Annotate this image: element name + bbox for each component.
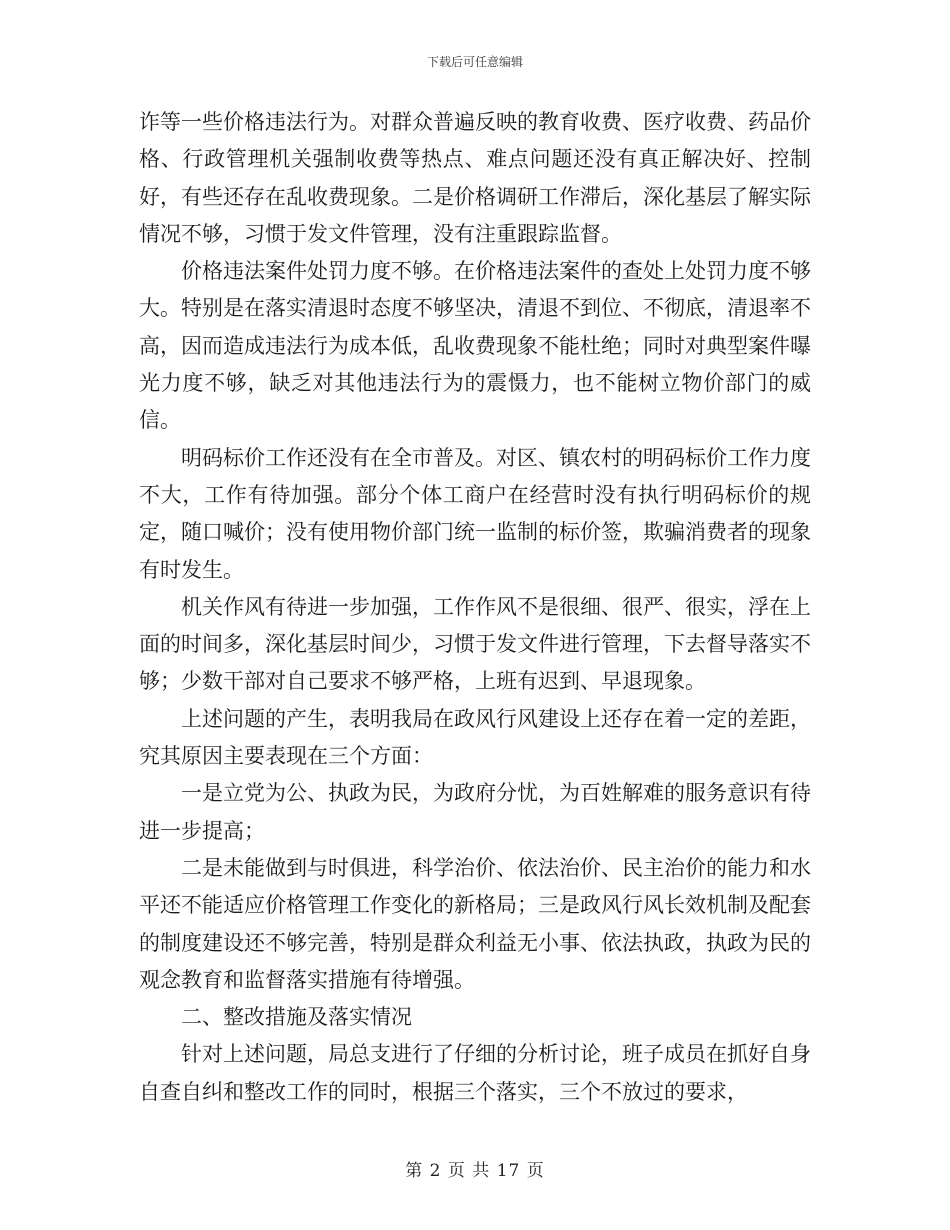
paragraph-6: 一是立党为公、执政为民，为政府分忧，为百姓解难的服务意识有待进一步提高； (139, 781, 811, 843)
page-header: 下载后可任意编辑 (426, 55, 523, 69)
page-number-footer: 第 2 页 共 17 页 (405, 1161, 545, 1181)
paragraph-7: 二是未能做到与时俱进，科学治价、依法治价、民主治价的能力和水平还不能适应价格管理工作变化的新格局；三是政风行风长效机制及配套的制度建设还不够完善，特别是群众利益无小事、依法执政，执政为民的观念教育和监督落实措施有待增强。 (139, 855, 811, 992)
paragraph-1: 诈等一些价格违法行为。对群众普遍反映的教育收费、医疗收费、药品价格、行政管理机关强制收费等热点、难点问题还没有真正解决好、控制好，有些还存在乱收费现象。二是价格调研工作滞后，深化基层了解实际情况不够，习惯于发文件管理，没有注重跟踪监督。 (139, 110, 811, 246)
section-heading: 二、整改措施及落实情况 (181, 1005, 412, 1030)
paragraph-2: 价格违法案件处罚力度不够。在价格违法案件的查处上处罚力度不够大。特别是在落实清退时态度不够坚决，清退不到位、不彻底，清退率不高，因而造成违法行为成本低，乱收费现象不能杜绝；同时对典型案件曝光力度不够，缺乏对其他违法行为的震慑力，也不能树立物价部门的威信。 (139, 259, 811, 433)
paragraph-3: 明码标价工作还没有在全市普及。对区、镇农村的明码标价工作力度不大，工作有待加强。部分个体工商户在经营时没有执行明码标价的规定，随口喊价；没有使用物价部门统一监制的标价签，欺骗消费者的现象有时发生。 (139, 445, 811, 582)
paragraph-8: 针对上述问题，局总支进行了仔细的分析讨论，班子成员在抓好自身自查自纠和整改工作的同时，根据三个落实，三个不放过的要求， (139, 1042, 811, 1104)
document-body (139, 104, 811, 1111)
paragraph-4: 机关作风有待进一步加强，工作作风不是很细、很严、很实，浮在上面的时间多，深化基层时间少，习惯于发文件进行管理，下去督导落实不够；少数干部对自己要求不够严格，上班有迟到、早退现象。 (139, 594, 811, 694)
paragraph-5: 上述问题的产生，表明我局在政风行风建设上还存在着一定的差距，究其原因主要表现在三个方面： (139, 706, 811, 769)
